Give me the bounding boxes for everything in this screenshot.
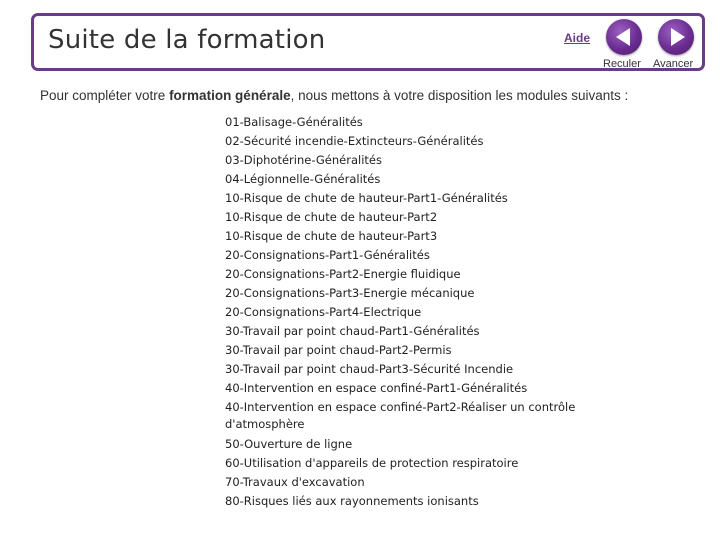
module-item: 10-Risque de chute de hauteur-Part2: [225, 210, 438, 224]
module-item: 20-Consignations-Part1-Généralités: [225, 248, 430, 262]
back-button-label[interactable]: Reculer: [603, 58, 641, 70]
intro-text-start: Pour compléter votre: [40, 88, 170, 103]
module-item: 01-Balisage-Généralités: [225, 115, 363, 129]
module-item: 04-Légionnelle-Généralités: [225, 172, 381, 186]
module-item: 30-Travail par point chaud-Part2-Permis: [225, 343, 452, 357]
module-item: 02-Sécurité incendie-Extincteurs-Généralités: [225, 134, 484, 148]
module-item: 03-Diphotérine-Généralités: [225, 153, 382, 167]
module-item: 40-Intervention en espace confiné-Part2-Réaliser un contrôle d'atmosphère: [225, 400, 576, 431]
module-item: 70-Travaux d'excavation: [225, 475, 365, 489]
intro-text: [40, 88, 628, 103]
page-title: Suite de la formation: [48, 25, 326, 55]
forward-button[interactable]: [658, 19, 694, 55]
module-item: 30-Travail par point chaud-Part3-Sécurité Incendie: [225, 362, 514, 376]
module-item: 30-Travail par point chaud-Part1-Généralités: [225, 324, 480, 338]
help-link[interactable]: Aide: [564, 31, 591, 45]
module-item: 60-Utilisation d'appareils de protection respiratoire: [225, 456, 519, 470]
triangle-left-icon: [616, 28, 630, 46]
triangle-right-icon: [671, 28, 685, 46]
module-item: 20-Consignations-Part2-Energie fluidique: [225, 267, 461, 281]
module-item: 10-Risque de chute de hauteur-Part1-Généralités: [225, 191, 508, 205]
module-item: 20-Consignations-Part3-Energie mécanique: [225, 286, 475, 300]
forward-button-label[interactable]: Avancer: [653, 58, 694, 70]
intro-text-end: , nous mettons à votre disposition les modules suivants :: [290, 88, 629, 103]
module-item: 20-Consignations-Part4-Electrique: [225, 305, 422, 319]
module-item: 10-Risque de chute de hauteur-Part3: [225, 229, 438, 243]
back-button[interactable]: [606, 19, 642, 55]
module-item: 50-Ouverture de ligne: [225, 437, 353, 451]
module-item: 80-Risques liés aux rayonnements ionisants: [225, 494, 479, 508]
module-list: [225, 113, 595, 511]
intro-text-emphasis: formation générale: [169, 88, 291, 103]
module-item: 40-Intervention en espace confiné-Part1-Généralités: [225, 381, 528, 395]
